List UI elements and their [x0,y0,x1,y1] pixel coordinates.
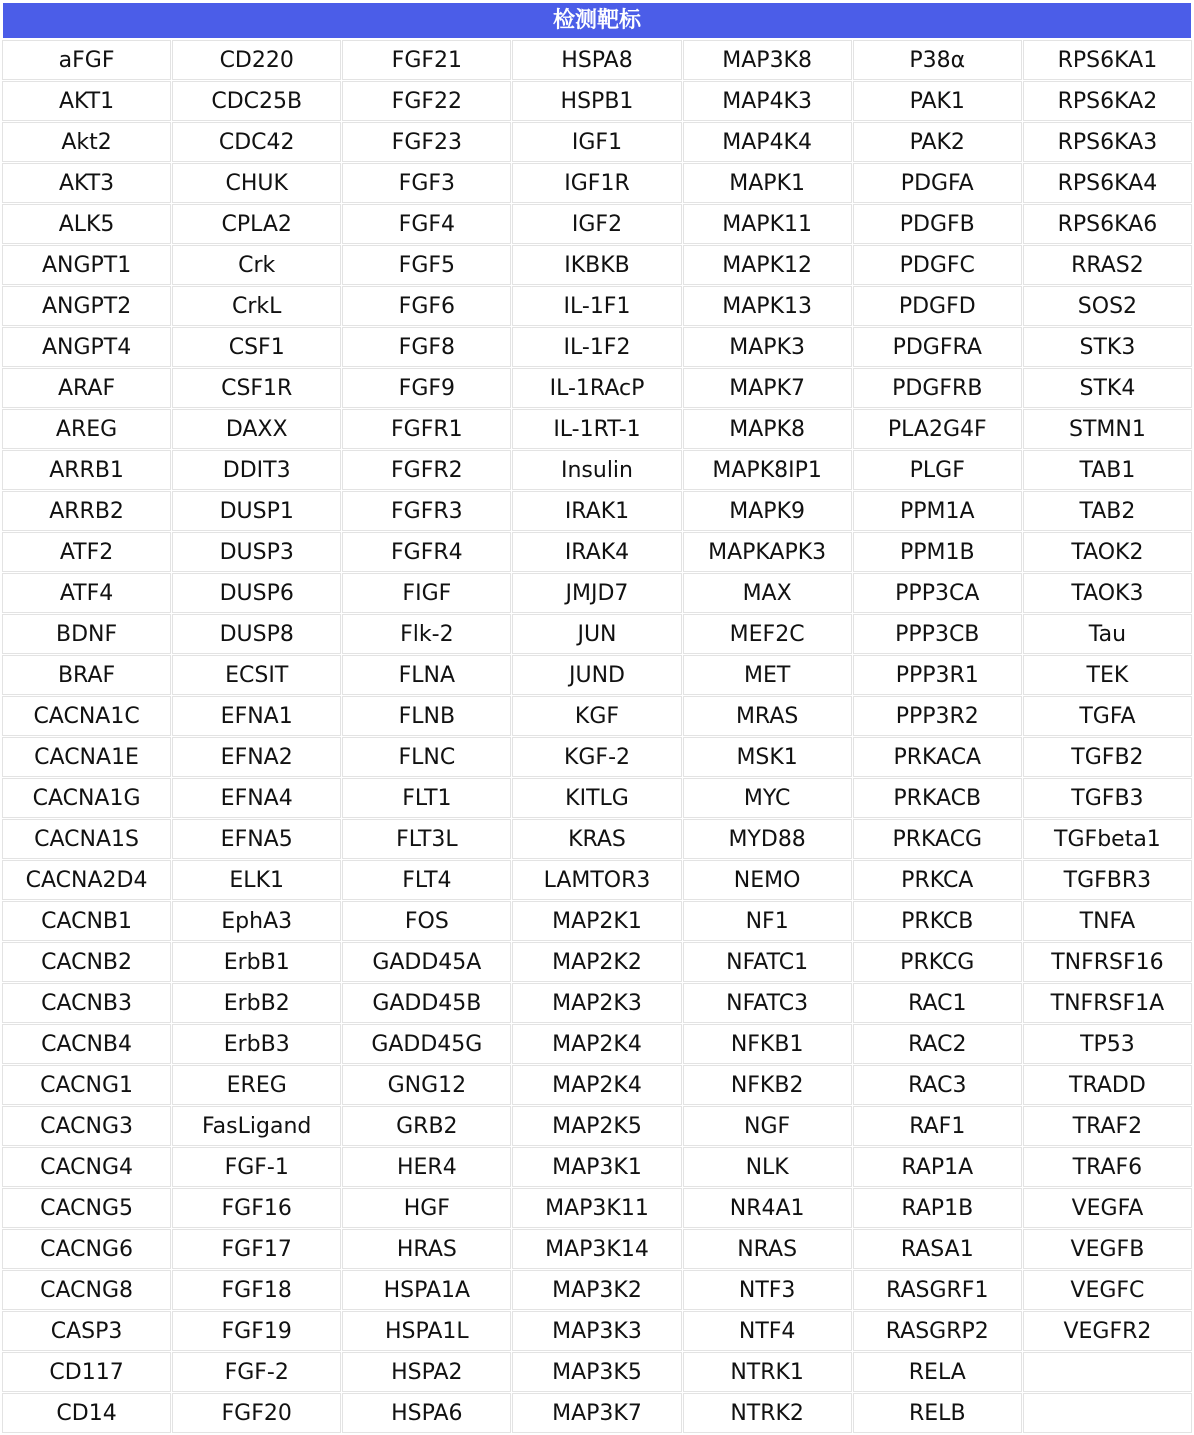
table-row [3,328,1191,366]
table-cell: HSPA1L [343,1312,510,1350]
table-cell: HGF [343,1189,510,1227]
table-cell: RAF1 [854,1107,1021,1145]
table-cell: CACNG6 [3,1230,170,1268]
table-cell: HER4 [343,1148,510,1186]
table-cell: ATF4 [3,574,170,612]
table-cell: DUSP3 [173,533,340,571]
table-cell: FGFR4 [343,533,510,571]
table-cell: Crk [173,246,340,284]
table-row [3,1066,1191,1104]
table-cell: HSPA2 [343,1353,510,1391]
table-cell: PDGFD [854,287,1021,325]
table-cell: RPS6KA2 [1024,82,1191,120]
table-cell: MAP3K8 [684,41,851,79]
table-cell: CACNB3 [3,984,170,1022]
table-cell: TP53 [1024,1025,1191,1063]
table-cell: FLT3L [343,820,510,858]
table-cell: TGFB2 [1024,738,1191,776]
table-cell: PDGFC [854,246,1021,284]
table-cell: CASP3 [3,1312,170,1350]
table-cell: RPS6KA1 [1024,41,1191,79]
table-cell: CDC42 [173,123,340,161]
table-cell: CACNG4 [3,1148,170,1186]
table-cell: TGFB3 [1024,779,1191,817]
table-cell: MAP2K2 [513,943,680,981]
table-cell: KRAS [513,820,680,858]
table-cell: MRAS [684,697,851,735]
table-cell: EFNA5 [173,820,340,858]
table-cell: CD14 [3,1394,170,1432]
table-cell: FGF-1 [173,1148,340,1186]
table-cell: NTRK1 [684,1353,851,1391]
table-cell: CACNB1 [3,902,170,940]
table-cell: FasLigand [173,1107,340,1145]
table-cell: IL-1F2 [513,328,680,366]
table-cell: PAK1 [854,82,1021,120]
table-cell: IGF1R [513,164,680,202]
table-row [3,82,1191,120]
table-cell: KGF [513,697,680,735]
table-row [3,656,1191,694]
table-cell: AKT3 [3,164,170,202]
table-cell: MAPKAPK3 [684,533,851,571]
table-cell: NF1 [684,902,851,940]
table-cell: TAB2 [1024,492,1191,530]
table-cell: ErbB1 [173,943,340,981]
table-cell: NFATC1 [684,943,851,981]
table-cell: EREG [173,1066,340,1104]
table-cell: RASGRP2 [854,1312,1021,1350]
table-cell: STMN1 [1024,410,1191,448]
table-cell: FGF-2 [173,1353,340,1391]
table-cell: PDGFRA [854,328,1021,366]
table-cell: VEGFB [1024,1230,1191,1268]
table-cell: NR4A1 [684,1189,851,1227]
table-cell: MYD88 [684,820,851,858]
table-cell: HSPA8 [513,41,680,79]
table-row [3,984,1191,1022]
table-cell: FLT4 [343,861,510,899]
table-cell: CHUK [173,164,340,202]
table-cell: ANGPT4 [3,328,170,366]
table-cell: RASGRF1 [854,1271,1021,1309]
table-cell: VEGFA [1024,1189,1191,1227]
table-cell: MAP2K4 [513,1066,680,1104]
table-cell: JUN [513,615,680,653]
table-row [3,123,1191,161]
table-cell: FGF17 [173,1230,340,1268]
table-cell: PPP3CA [854,574,1021,612]
table-cell: PPP3R1 [854,656,1021,694]
table-row [3,902,1191,940]
table-cell: BRAF [3,656,170,694]
table-cell: RPS6KA3 [1024,123,1191,161]
table-cell: FGF5 [343,246,510,284]
table-cell: RRAS2 [1024,246,1191,284]
table-cell: ErbB3 [173,1025,340,1063]
table-cell: IL-1RAcP [513,369,680,407]
table-cell: TAB1 [1024,451,1191,489]
table-cell: CD220 [173,41,340,79]
table-cell: HSPA1A [343,1271,510,1309]
table-cell: NFKB1 [684,1025,851,1063]
table-cell [1024,1353,1191,1391]
table-cell: CACNG5 [3,1189,170,1227]
table-cell: PPP3R2 [854,697,1021,735]
table-row [3,1107,1191,1145]
table-cell: TNFRSF16 [1024,943,1191,981]
table-cell: TNFRSF1A [1024,984,1191,1022]
table-cell: ATF2 [3,533,170,571]
table-row [3,1230,1191,1268]
table-cell: NLK [684,1148,851,1186]
table-cell: PPM1A [854,492,1021,530]
table-cell [1024,1394,1191,1432]
table-cell: FGF8 [343,328,510,366]
table-cell: NRAS [684,1230,851,1268]
table-cell: DDIT3 [173,451,340,489]
table-cell: GADD45B [343,984,510,1022]
table-cell: PRKACB [854,779,1021,817]
table-cell: FGF23 [343,123,510,161]
table-cell: NTF3 [684,1271,851,1309]
table-cell: VEGFC [1024,1271,1191,1309]
table-cell: IGF2 [513,205,680,243]
table-cell: ELK1 [173,861,340,899]
table-cell: PDGFRB [854,369,1021,407]
table-row [3,451,1191,489]
table-cell: MSK1 [684,738,851,776]
table-cell: TAOK3 [1024,574,1191,612]
table-row [3,369,1191,407]
table-cell: RELB [854,1394,1021,1432]
table-cell: CACNB2 [3,943,170,981]
table-cell: CACNA1G [3,779,170,817]
table-cell: FGFR3 [343,492,510,530]
table-cell: CACNA1S [3,820,170,858]
table-cell: Tau [1024,615,1191,653]
table-cell: EFNA4 [173,779,340,817]
table-cell: MAP3K1 [513,1148,680,1186]
table-cell: DUSP8 [173,615,340,653]
table-cell: MAPK11 [684,205,851,243]
table-cell: GADD45A [343,943,510,981]
table-cell: MAP4K3 [684,82,851,120]
table-cell: IL-1F1 [513,287,680,325]
table-cell: MAPK9 [684,492,851,530]
table-cell: IRAK1 [513,492,680,530]
table-cell: TRADD [1024,1066,1191,1104]
table-cell: CDC25B [173,82,340,120]
table-row [3,410,1191,448]
table-cell: MAP3K3 [513,1312,680,1350]
table-cell: TGFbeta1 [1024,820,1191,858]
table-cell: MAP3K5 [513,1353,680,1391]
table-row [3,1025,1191,1063]
table-cell: ARAF [3,369,170,407]
table-cell: RAC2 [854,1025,1021,1063]
table-cell: FIGF [343,574,510,612]
target-table-container [3,3,1191,1432]
table-cell: SOS2 [1024,287,1191,325]
table-cell: ARRB1 [3,451,170,489]
table-cell: PLGF [854,451,1021,489]
table-cell: FOS [343,902,510,940]
table-cell: ECSIT [173,656,340,694]
table-cell: LAMTOR3 [513,861,680,899]
table-cell: MAPK8IP1 [684,451,851,489]
table-cell: NFKB2 [684,1066,851,1104]
table-header-row [3,3,1191,38]
table-row [3,41,1191,79]
table-cell: FGF16 [173,1189,340,1227]
table-cell: GADD45G [343,1025,510,1063]
table-cell: PRKCA [854,861,1021,899]
table-cell: CACNA1E [3,738,170,776]
table-cell: CPLA2 [173,205,340,243]
table-cell: MAP2K5 [513,1107,680,1145]
table-cell: TEK [1024,656,1191,694]
table-cell: IL-1RT-1 [513,410,680,448]
table-cell: VEGFR2 [1024,1312,1191,1350]
table-cell: ANGPT1 [3,246,170,284]
table-cell: JUND [513,656,680,694]
table-cell: FLNB [343,697,510,735]
table-cell: TRAF6 [1024,1148,1191,1186]
table-cell: CrkL [173,287,340,325]
table-cell: CSF1R [173,369,340,407]
table-cell: FGFR2 [343,451,510,489]
table-cell: FGF18 [173,1271,340,1309]
table-cell: CACNB4 [3,1025,170,1063]
table-row [3,943,1191,981]
table-row [3,1271,1191,1309]
table-cell: PLA2G4F [854,410,1021,448]
table-cell: ErbB2 [173,984,340,1022]
table-row [3,697,1191,735]
table-cell: ARRB2 [3,492,170,530]
table-cell: RPS6KA4 [1024,164,1191,202]
table-row [3,164,1191,202]
table-cell: MAP2K1 [513,902,680,940]
table-row [3,574,1191,612]
table-cell: MAPK3 [684,328,851,366]
table-row [3,820,1191,858]
table-row [3,615,1191,653]
table-cell: FGF19 [173,1312,340,1350]
table-cell: NTF4 [684,1312,851,1350]
table-row [3,779,1191,817]
table-row [3,205,1191,243]
table-cell: CACNG3 [3,1107,170,1145]
table-cell: FGFR1 [343,410,510,448]
table-cell: FLT1 [343,779,510,817]
table-cell: PRKACA [854,738,1021,776]
table-cell: TRAF2 [1024,1107,1191,1145]
table-cell: HSPA6 [343,1394,510,1432]
table-cell: MAP3K14 [513,1230,680,1268]
table-cell: TAOK2 [1024,533,1191,571]
table-cell: IRAK4 [513,533,680,571]
table-cell: FLNC [343,738,510,776]
table-cell: PDGFB [854,205,1021,243]
table-cell: CSF1 [173,328,340,366]
table-cell: STK3 [1024,328,1191,366]
table-cell: GNG12 [343,1066,510,1104]
table-cell: IKBKB [513,246,680,284]
table-cell: DUSP6 [173,574,340,612]
table-cell: AKT1 [3,82,170,120]
table-row [3,492,1191,530]
table-cell: PRKCB [854,902,1021,940]
table-cell: MAP2K4 [513,1025,680,1063]
table-cell: MAX [684,574,851,612]
table-cell: MYC [684,779,851,817]
table-row [3,1189,1191,1227]
table-cell: PPP3CB [854,615,1021,653]
table-row [3,738,1191,776]
table-cell: HSPB1 [513,82,680,120]
table-cell: MAP4K4 [684,123,851,161]
table-cell: DAXX [173,410,340,448]
table-cell: MAPK7 [684,369,851,407]
table-cell: P38α [854,41,1021,79]
table-cell: CD117 [3,1353,170,1391]
table-cell: Insulin [513,451,680,489]
table-cell: RAC3 [854,1066,1021,1104]
table-row [3,1312,1191,1350]
table-cell: RAP1A [854,1148,1021,1186]
table-cell: FGF20 [173,1394,340,1432]
table-cell: RPS6KA6 [1024,205,1191,243]
table-cell: NFATC3 [684,984,851,1022]
table-cell: PRKCG [854,943,1021,981]
table-cell: MAPK12 [684,246,851,284]
table-row [3,1353,1191,1391]
table-cell: AREG [3,410,170,448]
table-cell: KGF-2 [513,738,680,776]
table-cell: Flk-2 [343,615,510,653]
table-cell: RAC1 [854,984,1021,1022]
table-row [3,287,1191,325]
table-cell: Akt2 [3,123,170,161]
table-cell: NEMO [684,861,851,899]
table-cell: HRAS [343,1230,510,1268]
table-cell: MEF2C [684,615,851,653]
table-row [3,533,1191,571]
table-cell: MAPK1 [684,164,851,202]
table-cell: EphA3 [173,902,340,940]
table-cell: MAP2K3 [513,984,680,1022]
table-cell: EFNA1 [173,697,340,735]
table-cell: aFGF [3,41,170,79]
table-cell: CACNA2D4 [3,861,170,899]
table-cell: FGF9 [343,369,510,407]
table-cell: MAP3K7 [513,1394,680,1432]
table-cell: FLNA [343,656,510,694]
table-cell: NTRK2 [684,1394,851,1432]
table-cell: ANGPT2 [3,287,170,325]
table-cell: RAP1B [854,1189,1021,1227]
table-row [3,1148,1191,1186]
table-cell: BDNF [3,615,170,653]
table-cell: TNFA [1024,902,1191,940]
table-cell: PPM1B [854,533,1021,571]
table-cell: TGFBR3 [1024,861,1191,899]
table-cell: MET [684,656,851,694]
table-cell: STK4 [1024,369,1191,407]
table-cell: EFNA2 [173,738,340,776]
table-cell: RELA [854,1353,1021,1391]
table-cell: NGF [684,1107,851,1145]
table-cell: TGFA [1024,697,1191,735]
table-cell: PRKACG [854,820,1021,858]
table-cell: PAK2 [854,123,1021,161]
table-cell: IGF1 [513,123,680,161]
table-cell: FGF4 [343,205,510,243]
table-title: 检测靶标 [3,3,1191,38]
table-cell: MAP3K2 [513,1271,680,1309]
table-cell: PDGFA [854,164,1021,202]
table-row [3,1394,1191,1432]
table-row [3,861,1191,899]
table-body [3,41,1191,1432]
table-cell: GRB2 [343,1107,510,1145]
table-cell: MAPK13 [684,287,851,325]
table-row [3,246,1191,284]
table-cell: RASA1 [854,1230,1021,1268]
table-cell: JMJD7 [513,574,680,612]
table-cell: CACNG1 [3,1066,170,1104]
table-cell: CACNG8 [3,1271,170,1309]
table-cell: MAPK8 [684,410,851,448]
table-cell: DUSP1 [173,492,340,530]
table-cell: MAP3K11 [513,1189,680,1227]
table-cell: FGF21 [343,41,510,79]
table-cell: FGF3 [343,164,510,202]
table-cell: ALK5 [3,205,170,243]
table-cell: CACNA1C [3,697,170,735]
table-cell: FGF22 [343,82,510,120]
table-cell: FGF6 [343,287,510,325]
table-cell: KITLG [513,779,680,817]
